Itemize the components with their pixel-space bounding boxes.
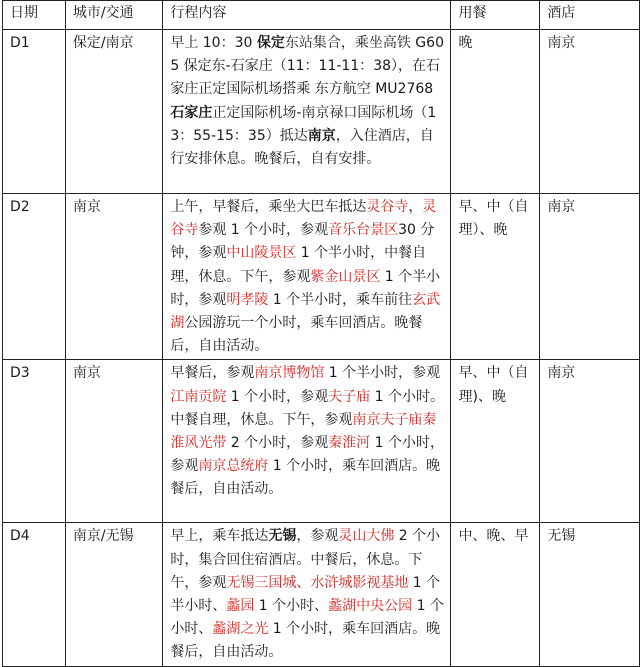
attraction-name: 南京总统府 xyxy=(198,458,269,475)
plan-text: 1 个半小时，乘车前往 xyxy=(268,291,413,308)
attraction-name: 蠡湖中央公园 xyxy=(328,598,413,615)
plan-text: 2 个小时，参观 xyxy=(226,435,329,452)
header-meals: 用餐 xyxy=(451,1,540,30)
plan-text: 1 个半小时，参观 xyxy=(170,268,441,308)
attraction-name: 音乐台景区 xyxy=(328,222,399,239)
plan-text: 1 个小时，参观 xyxy=(170,435,444,475)
plan-text: 早上 10：30 xyxy=(170,35,257,51)
attraction-name: 蠡湖之光 xyxy=(212,621,269,638)
hotel-cell: 南京 xyxy=(540,30,640,194)
plan-cell xyxy=(163,194,451,360)
header-plan: 行程内容 xyxy=(163,1,451,30)
plan-text: 1 个小时，参观 xyxy=(226,388,329,405)
plan-cell xyxy=(163,30,451,194)
plan-cell xyxy=(163,523,451,666)
attraction-name: 秦淮河 xyxy=(328,435,371,452)
attraction-name: 南京夫子庙秦淮风光带 xyxy=(170,411,437,452)
table-row xyxy=(3,194,640,360)
table-row xyxy=(3,523,640,666)
plan-text: 东站集合，乘坐高铁 G605 保定东-石家庄（11：11-11：38），在石家庄正定国际机场搭乘 东方航空 MU2768 xyxy=(170,35,444,98)
city-name: 石家庄 xyxy=(170,104,213,121)
attraction-name: 江南贡院 xyxy=(170,388,227,405)
attraction-name: 中山陵景区 xyxy=(226,245,297,262)
attraction-name: 无锡三国城、水浒城影视基地 xyxy=(226,574,409,591)
plan-text: 参观 1 个小时，参观 xyxy=(198,222,329,239)
table-body xyxy=(3,30,640,667)
hotel-cell: 南京 xyxy=(540,360,640,523)
table-row xyxy=(3,360,640,523)
plan-text: 1 个小时，乘车回酒店。晚餐后，自由活动。 xyxy=(170,458,441,498)
city-cell: 保定/南京 xyxy=(65,30,163,194)
plan-text: ，参观 xyxy=(296,528,339,545)
attraction-name: 南京博物馆 xyxy=(254,365,325,382)
plan-text: 1 个半小时，参观 xyxy=(324,365,441,382)
attraction-name: 明孝陵 xyxy=(226,291,269,308)
plan-text: 公园游玩一个小时，乘车回酒店。晚餐后，自由活动。 xyxy=(170,315,423,355)
itinerary-table xyxy=(2,0,640,667)
attraction-name: 紫金山景区 xyxy=(310,268,381,285)
hotel-cell: 南京 xyxy=(540,194,640,360)
table-header xyxy=(3,1,640,30)
plan-text: 上午，早餐后，乘坐大巴车抵达 xyxy=(170,199,367,215)
plan-text: 1 个半小时，中餐自理，休息。下午，参观 xyxy=(170,245,427,285)
day-cell: D1 xyxy=(3,30,66,194)
plan-text: 30 分钟，参观 xyxy=(170,222,435,262)
day-cell: D2 xyxy=(3,194,66,360)
plan-text: 1 个小时、 xyxy=(254,598,329,615)
meals-cell: 中、晚、早 xyxy=(451,523,540,666)
plan-text: 2 个小时，集合回住宿酒店。中餐后，休息。下午，参观 xyxy=(170,528,441,591)
city-cell: 南京 xyxy=(65,194,163,360)
day-cell: D4 xyxy=(3,523,66,666)
header-row xyxy=(3,1,640,30)
header-hotel: 酒店 xyxy=(540,1,640,30)
header-day: 日期 xyxy=(3,1,66,30)
plan-cell xyxy=(163,360,451,523)
plan-text: 1 个小时，乘车回酒店。晚餐后，自由活动。 xyxy=(170,621,441,661)
city-cell: 南京 xyxy=(65,360,163,523)
attraction-name: 灵谷寺 xyxy=(170,199,437,239)
day-cell: D3 xyxy=(3,360,66,523)
plan-text: 1 个小时。中餐自理，休息。下午，参观 xyxy=(170,388,444,428)
attraction-name: 灵谷寺 xyxy=(366,199,409,215)
city-name: 无锡 xyxy=(268,528,297,545)
meals-cell: 早、中（自理）、晚 xyxy=(451,194,540,360)
attraction-name: 夫子庙 xyxy=(328,388,371,405)
plan-text: ， xyxy=(408,199,423,215)
city-name: 保定 xyxy=(256,35,285,51)
plan-text: ，入住酒店，自行安排休息。晚餐后，自有安排。 xyxy=(170,127,434,168)
plan-text: 1 个半小时、 xyxy=(170,574,441,615)
header-city: 城市/交通 xyxy=(65,1,163,30)
attraction-name: 玄武湖 xyxy=(170,291,441,332)
city-name: 南京 xyxy=(307,127,336,144)
attraction-name: 灵山大佛 xyxy=(338,528,395,545)
attraction-name: 蠡园 xyxy=(226,598,255,615)
meals-cell: 晚 xyxy=(451,30,540,194)
plan-text: 1 个小时、 xyxy=(170,598,444,638)
plan-text: 早餐后，参观 xyxy=(170,365,255,382)
hotel-cell: 无锡 xyxy=(540,523,640,666)
plan-text: 早上，乘车抵达 xyxy=(170,528,269,545)
table-row xyxy=(3,30,640,194)
city-cell: 南京/无锡 xyxy=(65,523,163,666)
plan-text: 正定国际机场-南京禄口国际机场（13：55-15：35）抵达 xyxy=(170,104,437,144)
meals-cell: 早、中（自理)、晚 xyxy=(451,360,540,523)
